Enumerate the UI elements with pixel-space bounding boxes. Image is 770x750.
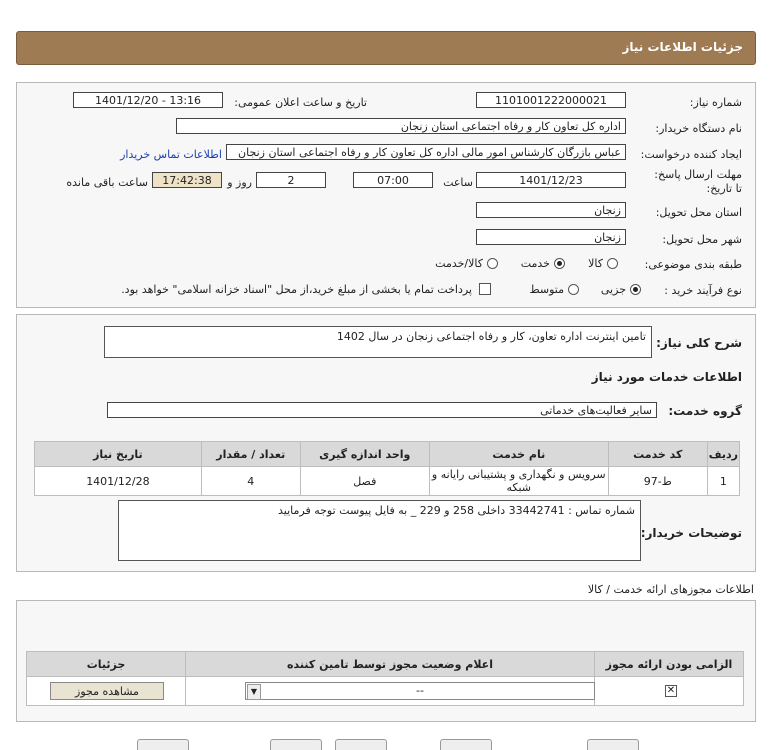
buyer-notes-field: شماره تماس : 33442741 داخلی 258 و 229 _ به فایل پیوست توجه فرمایید <box>118 500 641 561</box>
table-row <box>35 467 740 496</box>
need-number-field: 1101001222000021 <box>476 92 626 108</box>
page-header <box>16 31 756 65</box>
process-radio-minor[interactable] <box>630 284 641 295</box>
cell-unit: فصل <box>300 467 429 496</box>
buyer-org-field: اداره کل تعاون کار و رفاه اجتماعی استان زنجان <box>176 118 626 134</box>
col-service-code: کد خدمت <box>608 442 707 467</box>
service-group-label: گروه خدمت: <box>668 404 742 418</box>
buyer-org-label: نام دستگاه خریدار: <box>655 122 742 135</box>
treasury-bonds-label: پرداخت تمام یا بخشی از مبلغ خرید،از محل "اسناد خزانه اسلامی" خواهد بود. <box>121 283 472 296</box>
chevron-down-icon[interactable]: ▼ <box>247 684 261 700</box>
delivery-province-label: استان محل تحویل: <box>655 206 742 219</box>
col-service-name: نام خدمت <box>429 442 608 467</box>
deadline-time-label: ساعت <box>443 176 473 189</box>
buyer-contact-link[interactable]: اطلاعات تماس خریدار <box>120 148 222 161</box>
requester-label: ایجاد کننده درخواست: <box>640 148 742 161</box>
permit-status-dropdown[interactable] <box>245 682 595 700</box>
page-title: جزئیات اطلاعات نیاز <box>622 40 743 54</box>
process-radio-medium[interactable] <box>568 284 579 295</box>
category-option-goods-service: کالا/خدمت <box>435 257 483 270</box>
requester-field: عباس بازرگان کارشناس امور مالی اداره کل تعاون کار و رفاه اجتماعی استان زنجان <box>226 144 626 160</box>
delivery-city-label: شهر محل تحویل: <box>662 233 742 246</box>
service-group-field: سایر فعالیت‌های خدماتی <box>107 402 657 418</box>
cell-service-code: ط-97 <box>608 467 707 496</box>
services-section-title: اطلاعات خدمات مورد نیاز <box>591 370 742 384</box>
deadline-days-label: روز و <box>227 176 252 189</box>
category-radio-goods-service[interactable] <box>487 258 498 269</box>
category-option-service: خدمت <box>520 257 550 270</box>
process-label: نوع فرآیند خرید : <box>664 284 742 297</box>
need-number-label: شماره نیاز: <box>689 96 742 109</box>
deadline-time-field: 07:00 <box>353 172 433 188</box>
col-permit-status: اعلام وضعیت مجوز توسط تامین کننده <box>186 652 595 677</box>
summary-label: شرح کلی نیاز: <box>656 336 742 350</box>
category-radio-service[interactable] <box>554 258 565 269</box>
permits-section-title: اطلاعات مجوزهای ارائه خدمت / کالا <box>587 583 754 596</box>
col-permit-details: جزئیات <box>27 652 186 677</box>
summary-field: تامین اینترنت اداره تعاون، کار و رفاه اجتماعی زنجان در سال 1402 <box>104 326 652 358</box>
col-row-number: ردیف <box>707 442 739 467</box>
services-table-header <box>35 442 740 467</box>
process-option-medium: متوسط <box>529 283 564 296</box>
x-mark-icon: ✕ <box>666 685 676 696</box>
category-option-goods: کالا <box>588 257 603 270</box>
remaining-time-field: 17:42:38 <box>152 172 222 188</box>
deadline-date-field: 1401/12/23 <box>476 172 626 188</box>
col-quantity: تعداد / مقدار <box>201 442 300 467</box>
buyer-notes-label: توضیحات خریدار: <box>640 526 742 540</box>
delivery-province-field: زنجان <box>476 202 626 218</box>
col-need-date: تاریخ نیاز <box>35 442 202 467</box>
deadline-days-field: 2 <box>256 172 326 188</box>
category-label: طبقه بندی موضوعی: <box>644 258 742 271</box>
category-radio-goods[interactable] <box>607 258 618 269</box>
services-table <box>34 441 740 496</box>
cell-row-number: 1 <box>707 467 739 496</box>
permit-status-value: -- <box>416 684 424 697</box>
treasury-bonds-checkbox[interactable] <box>479 283 491 295</box>
deadline-label: مهلت ارسال پاسخ: تا تاریخ: <box>654 168 742 195</box>
announce-field: 1401/12/20 - 13:16 <box>73 92 223 108</box>
process-option-minor: جزیی <box>600 283 626 296</box>
cell-service-name: سرویس و نگهداری و پشتیبانی رایانه و شبکه <box>429 467 608 496</box>
permits-table-header <box>27 652 744 677</box>
remaining-time-label: ساعت باقی مانده <box>66 176 148 189</box>
cell-quantity: 4 <box>201 467 300 496</box>
announce-label: تاریخ و ساعت اعلان عمومی: <box>234 96 367 109</box>
delivery-city-field: زنجان <box>476 229 626 245</box>
cell-need-date: 1401/12/28 <box>35 467 202 496</box>
view-permit-button[interactable]: مشاهده مجوز <box>50 682 164 700</box>
col-permit-required: الزامی بودن ارائه مجوز <box>595 652 744 677</box>
col-unit: واحد اندازه گیری <box>300 442 429 467</box>
general-info-panel <box>16 82 756 308</box>
